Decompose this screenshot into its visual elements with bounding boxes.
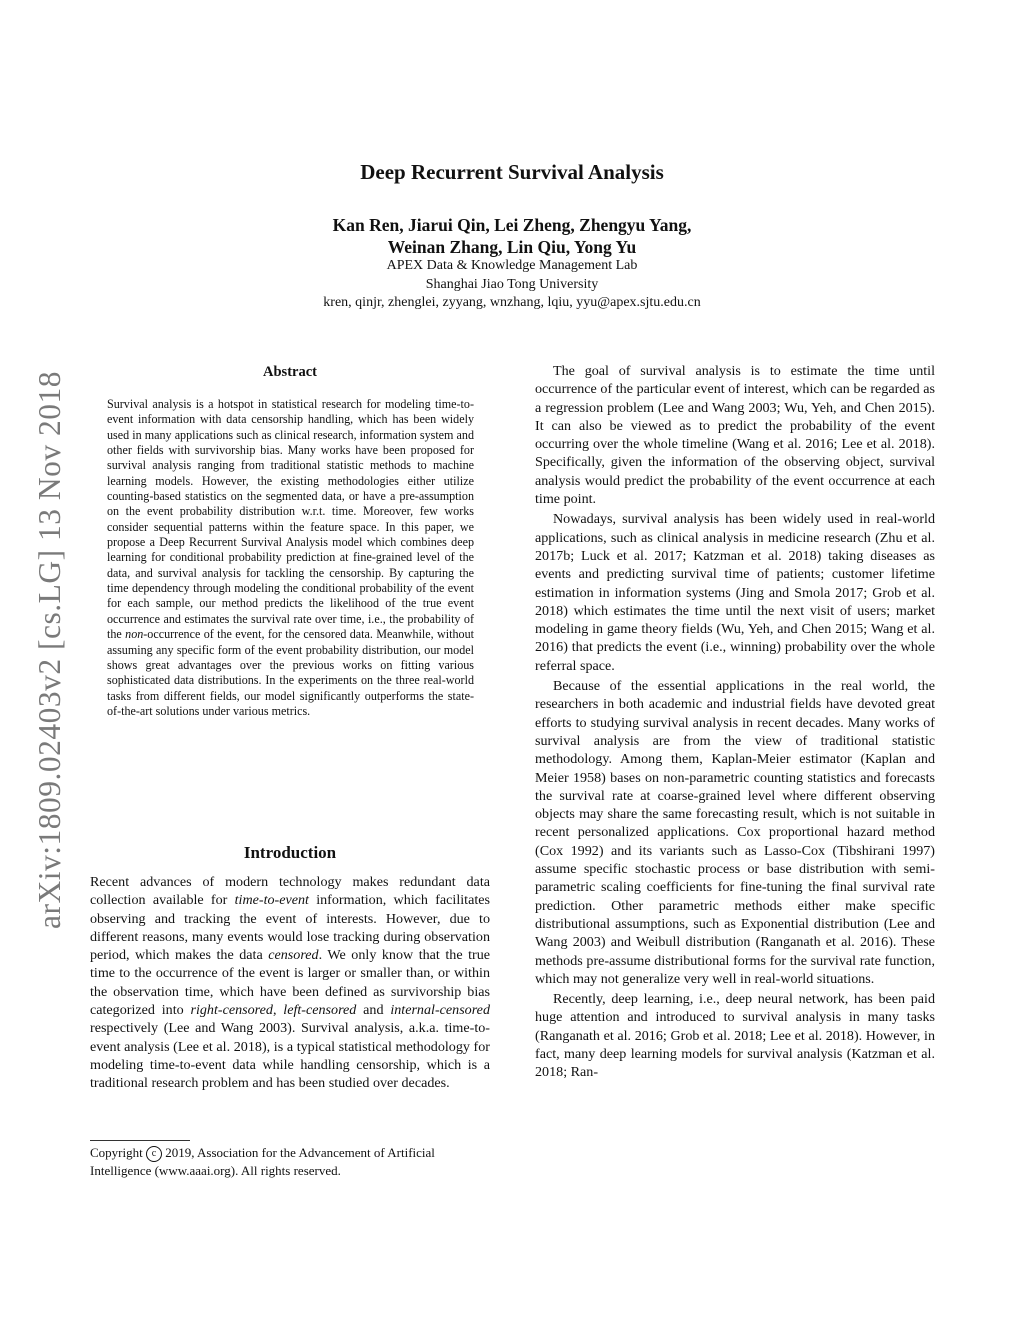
intro-s3: . We only know that the true time to the occurrence of the event is larger or smaller than, or within the observation time, which have been defined as survivorship bias categorized into	[90, 947, 490, 1019]
intro-e4: left-censored	[283, 1002, 357, 1019]
copyright-footnote	[90, 1144, 490, 1179]
right-paragraph: The goal of survival analysis is to estimate the time until occurrence of the particular event of interest, which can be regarded as a regression problem (Lee and Wang 2003; Wu, Yeh, and Chen 2015). It can also be viewed as to predict the probability of the event occurring over the whole timeline (Wang et al. 2016; Lee et al. 2018). Specifically, given the information of the observing object, survival analysis would predict the probability of the event occurrence at each time point.	[535, 363, 935, 508]
abstract-part-1: Survival analysis is a hotspot in statistical research for modeling time-to-event information with data censorship handling, which has been widely used in many applications such as clinical research, information system and other fields with survivorship bias. Many works have been proposed for survival analysis ranging from traditional statistic methods to machine learning models. However, the existing methodologies either utilize counting-based statistics on the segmented data, or have a pre-assumption on the event probability distribution w.r.t. time. Moreover, few works consider sequential patterns within the feature space. In this paper, we propose a Deep Recurrent Survival Analysis model which combines deep learning for conditional probability prediction at fine-grained level of the data, and survival analysis for tackling the censorship. By capturing the time dependency through modeling the conditional probability of the event for each sample, our method predicts the likelihood of the true event occurrence and estimates the survival rate over time, i.e., the probability of the	[107, 397, 474, 642]
intro-e5: internal-censored	[390, 1002, 490, 1019]
intro-e3: right-censored	[190, 1002, 273, 1019]
intro-s2: information, which facilitates observing and tracking the event of interests. However, due to different reasons, many events would lose tracking during observation period, which makes the data	[90, 892, 491, 964]
footnote-prefix: Copyright	[90, 1145, 143, 1160]
right-paragraph: Because of the essential applications in the real world, the researchers in both academic and industrial fields have devoted great efforts to studying survival analysis in recent decades. Many works of survival analysis are from the view of traditional statistic methodology. Among them, Kaplan-Meier estimator (Kaplan and Meier 1958) bases on non-parametric counting statistics and forecasts the survival rate at coarse-grained level where different observing objects may share the same forecasting result, which is not suitable in recent personalized applications. Cox proportional hazard method (Cox 1992) and its variants such as Lasso-Cox (Tibshirani 1997) assume specific stochastic process or base distribution with semi-parametric scaling coefficients for fine-tuning the final survival rate prediction. Other parametric methods either make specific distributional assumptions, such as Exponential distribution (Lee and Wang 2003) and Weibull distribution (Ranganath et al. 2016). These methods pre-assume distributional forms for the survival rate function, which may not generalize very well in real-world situations.	[535, 678, 935, 987]
right-column	[535, 362, 935, 1082]
author-block	[0, 214, 1024, 258]
copyright-icon: c	[146, 1146, 162, 1162]
footnote-text: 2019, Association for the Advancement of Artificial Intelligence (www.aaai.org). All rights reserved.	[90, 1145, 435, 1178]
abstract-emph-non: non	[125, 627, 144, 642]
intro-s6: respectively (Lee and Wang 2003). Survival analysis, a.k.a. time-to-event analysis (Lee et al. 2018), is a typical statistical methodology for modeling time-to-event data while handling censorship, which is a traditional research problem and has been studied over decades.	[90, 1020, 490, 1092]
paper-title: Deep Recurrent Survival Analysis	[360, 160, 664, 184]
arxiv-side-stamp	[30, 350, 70, 950]
right-paragraph: Nowadays, survival analysis has been widely used in real-world applications, such as clinical analysis in medicine research (Zhu et al. 2017b; Luck et al. 2017; Katzman et al. 2018) taking diseases as events and predicting survival time of patients; customer lifetime estimation in information systems (Jing and Smola 2017; Grob et al. 2018) which estimates the time until the next visit of users; market modeling in game theory fields (Wu, Yeh, and Chen 2015; Wang et al. 2016) that predicts the event (i.e., winning) probability over the whole referral space.	[535, 511, 935, 674]
intro-e2: censored	[268, 947, 319, 964]
intro-s4: ,	[272, 1002, 284, 1019]
intro-e1: time-to-event	[234, 892, 309, 909]
author-emails: kren, qinjr, zhenglei, zyyang, wnzhang, lqiu, yyu@apex.sjtu.edu.cn	[323, 295, 701, 310]
intro-s5: and	[356, 1002, 391, 1019]
introduction-heading: Introduction	[243, 843, 337, 862]
affiliation-university: Shanghai Jiao Tong University	[425, 276, 599, 292]
affiliation-lab: APEX Data & Knowledge Management Lab	[386, 258, 638, 273]
authors-line-1: Kan Ren, Jiarui Qin, Lei Zheng, Zhengyu Yang,	[332, 215, 692, 235]
intro-s1: Recent advances of modern technology makes redundant data collection available for	[90, 874, 490, 909]
affiliation-block	[0, 257, 1024, 313]
abstract-text	[107, 397, 474, 719]
right-paragraph: Recently, deep learning, i.e., deep neural network, has been paid huge attention and introduced to survival analysis in many tasks (Ranganath et al. 2016; Grob et al. 2018; Lee et al. 2018). However, in fact, many deep learning models for survival analysis (Katzman et al. 2018; Ran-	[535, 991, 935, 1081]
footnote-rule	[90, 1140, 190, 1141]
abstract-heading: Abstract	[263, 364, 317, 380]
authors-line-2: Weinan Zhang, Lin Qiu, Yong Yu	[387, 237, 637, 257]
abstract-part-2: -occurrence of the event, for the censored data. Meanwhile, without assuming any specific form of the event probability distribution, our model shows great advantages over the previous works on fitting various sophisticated data distributions. In the experiments on the three real-world tasks from different fields, our model significantly outperforms the state-of-the-art solutions under various metrics.	[107, 627, 474, 718]
introduction-text	[90, 873, 490, 1093]
arxiv-id: arXiv:1809.02403v2 [cs.LG] 13 Nov 2018	[32, 371, 67, 929]
